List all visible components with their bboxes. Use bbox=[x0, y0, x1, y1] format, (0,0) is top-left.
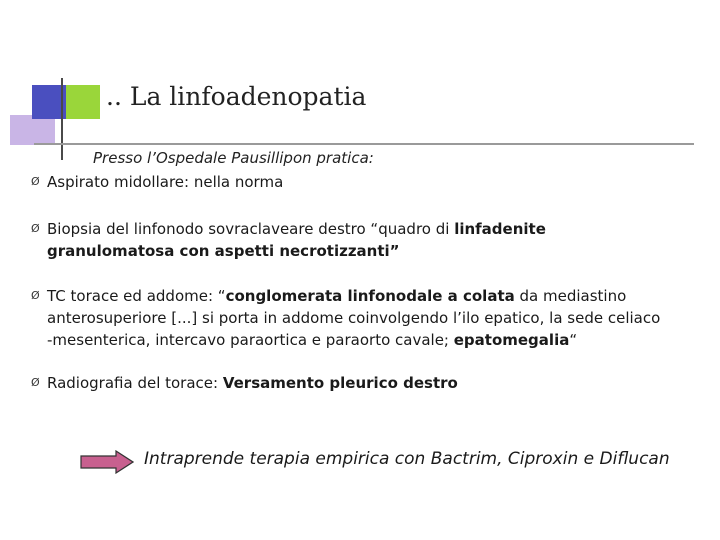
slide-title: .. La linfoadenopatia bbox=[106, 82, 367, 111]
bullet-text: Biopsia del linfonodo sovraclaveare destro “quadro di bbox=[47, 220, 455, 238]
bullet-bold-text: epatomegalia bbox=[453, 331, 570, 349]
bullet-bold-text: linfadenite bbox=[454, 220, 546, 238]
decor-lavender-square bbox=[10, 115, 55, 145]
bullet-bold-text: Versamento pleurico destro bbox=[222, 374, 458, 392]
bullet-arrow-icon: Ø bbox=[31, 289, 40, 302]
bullet-text: Radiografia del torace: bbox=[47, 374, 223, 392]
right-arrow-icon bbox=[80, 450, 134, 474]
bullet-text: “ bbox=[569, 331, 578, 349]
bullet-text: -mesenterica, intercavo paraortica e paraorto cavale; bbox=[47, 331, 454, 349]
bullet-text: Aspirato midollare: nella norma bbox=[47, 173, 284, 191]
slide-subtitle: Presso l’Ospedale Pausillipon pratica: bbox=[93, 149, 374, 167]
conclusion-text: Intraprende terapia empirica con Bactrim, Ciproxin e Diflucan bbox=[144, 449, 670, 469]
bullet-arrow-icon: Ø bbox=[31, 175, 40, 188]
decor-vertical-line bbox=[61, 78, 63, 160]
bullet-text: da mediastino bbox=[514, 287, 627, 305]
bullet-arrow-icon: Ø bbox=[31, 222, 40, 235]
bullet-text: anterosuperiore [...] si porta in addome coinvolgendo l’ilo epatico, la sede celiaco bbox=[47, 309, 661, 327]
bullet-text: TC torace ed addome: “ bbox=[47, 287, 226, 305]
decor-green-square bbox=[66, 85, 100, 119]
bullet-bold-text: granulomatosa con aspetti necrotizzanti” bbox=[47, 242, 400, 260]
bullet-bold-text: conglomerata linfonodale a colata bbox=[225, 287, 515, 305]
bullet-arrow-icon: Ø bbox=[31, 376, 40, 389]
title-underline bbox=[34, 143, 694, 145]
